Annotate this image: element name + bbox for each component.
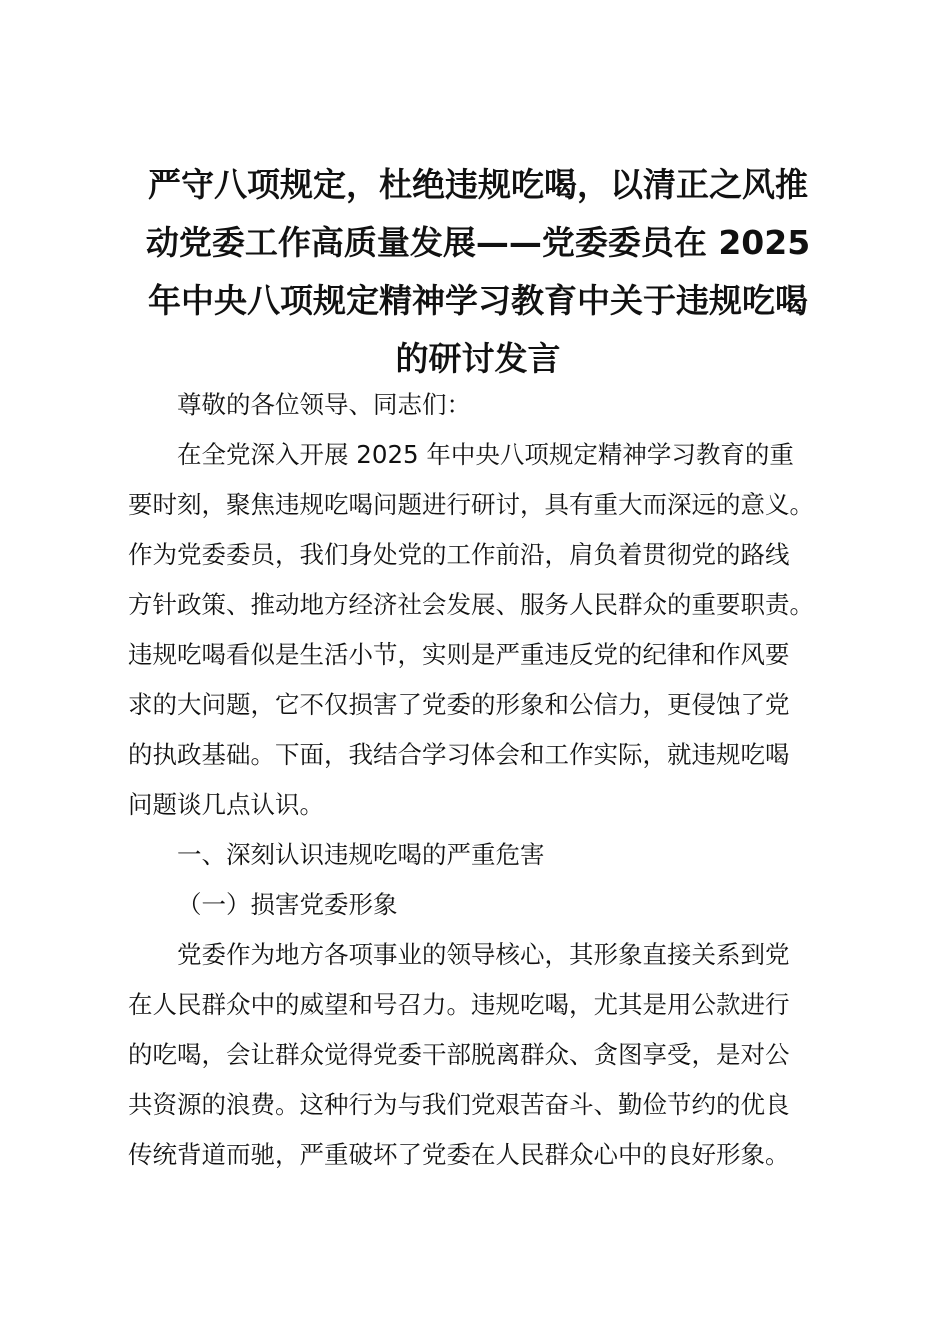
title-line: 严守八项规定，杜绝违规吃喝，以清正之风推: [148, 165, 808, 204]
paragraph-line: 共资源的浪费。这种行为与我们党艰苦奋斗、勤俭节约的优良: [128, 1090, 790, 1119]
paragraph-line: 在人民群众中的威望和号召力。违规吃喝，尤其是用公款进行: [128, 990, 790, 1019]
paragraph-line: 的执政基础。下面，我结合学习体会和工作实际，就违规吃喝: [128, 740, 790, 769]
paragraph-line: 的吃喝，会让群众觉得党委干部脱离群众、贪图享受，是对公: [128, 1040, 790, 1069]
title-line: 动党委工作高质量发展——党委委员在 2025: [145, 223, 811, 262]
paragraph-line: 违规吃喝看似是生活小节，实则是严重违反党的纪律和作风要: [128, 640, 790, 669]
title-line: 年中央八项规定精神学习教育中关于违规吃喝: [148, 281, 808, 320]
salutation: 尊敬的各位领导、同志们：: [177, 390, 471, 419]
body-paragraph: [128, 930, 838, 1180]
paragraph-line: 在全党深入开展 2025 年中央八项规定精神学习教育的重: [177, 440, 794, 469]
intro-paragraph: [128, 430, 838, 830]
paragraph-line: 求的大问题，它不仅损害了党委的形象和公信力，更侵蚀了党: [128, 690, 790, 719]
document-title: [118, 156, 838, 388]
document-body: [128, 380, 838, 1180]
paragraph-line: 党委作为地方各项事业的领导核心，其形象直接关系到党: [177, 940, 790, 969]
paragraph-line: 方针政策、推动地方经济社会发展、服务人民群众的重要职责。: [128, 590, 814, 619]
paragraph-line: 要时刻，聚焦违规吃喝问题进行研讨，具有重大而深远的意义。: [128, 490, 814, 519]
paragraph-line: 作为党委委员，我们身处党的工作前沿，肩负着贯彻党的路线: [128, 540, 790, 569]
title-line: 的研讨发言: [395, 339, 561, 378]
subsection-heading: （一）损害党委形象: [177, 890, 398, 919]
paragraph-line: 问题谈几点认识。: [128, 790, 324, 819]
paragraph-line: 传统背道而驰，严重破坏了党委在人民群众心中的良好形象。: [128, 1140, 790, 1169]
section-heading: 一、深刻认识违规吃喝的严重危害: [177, 840, 545, 869]
